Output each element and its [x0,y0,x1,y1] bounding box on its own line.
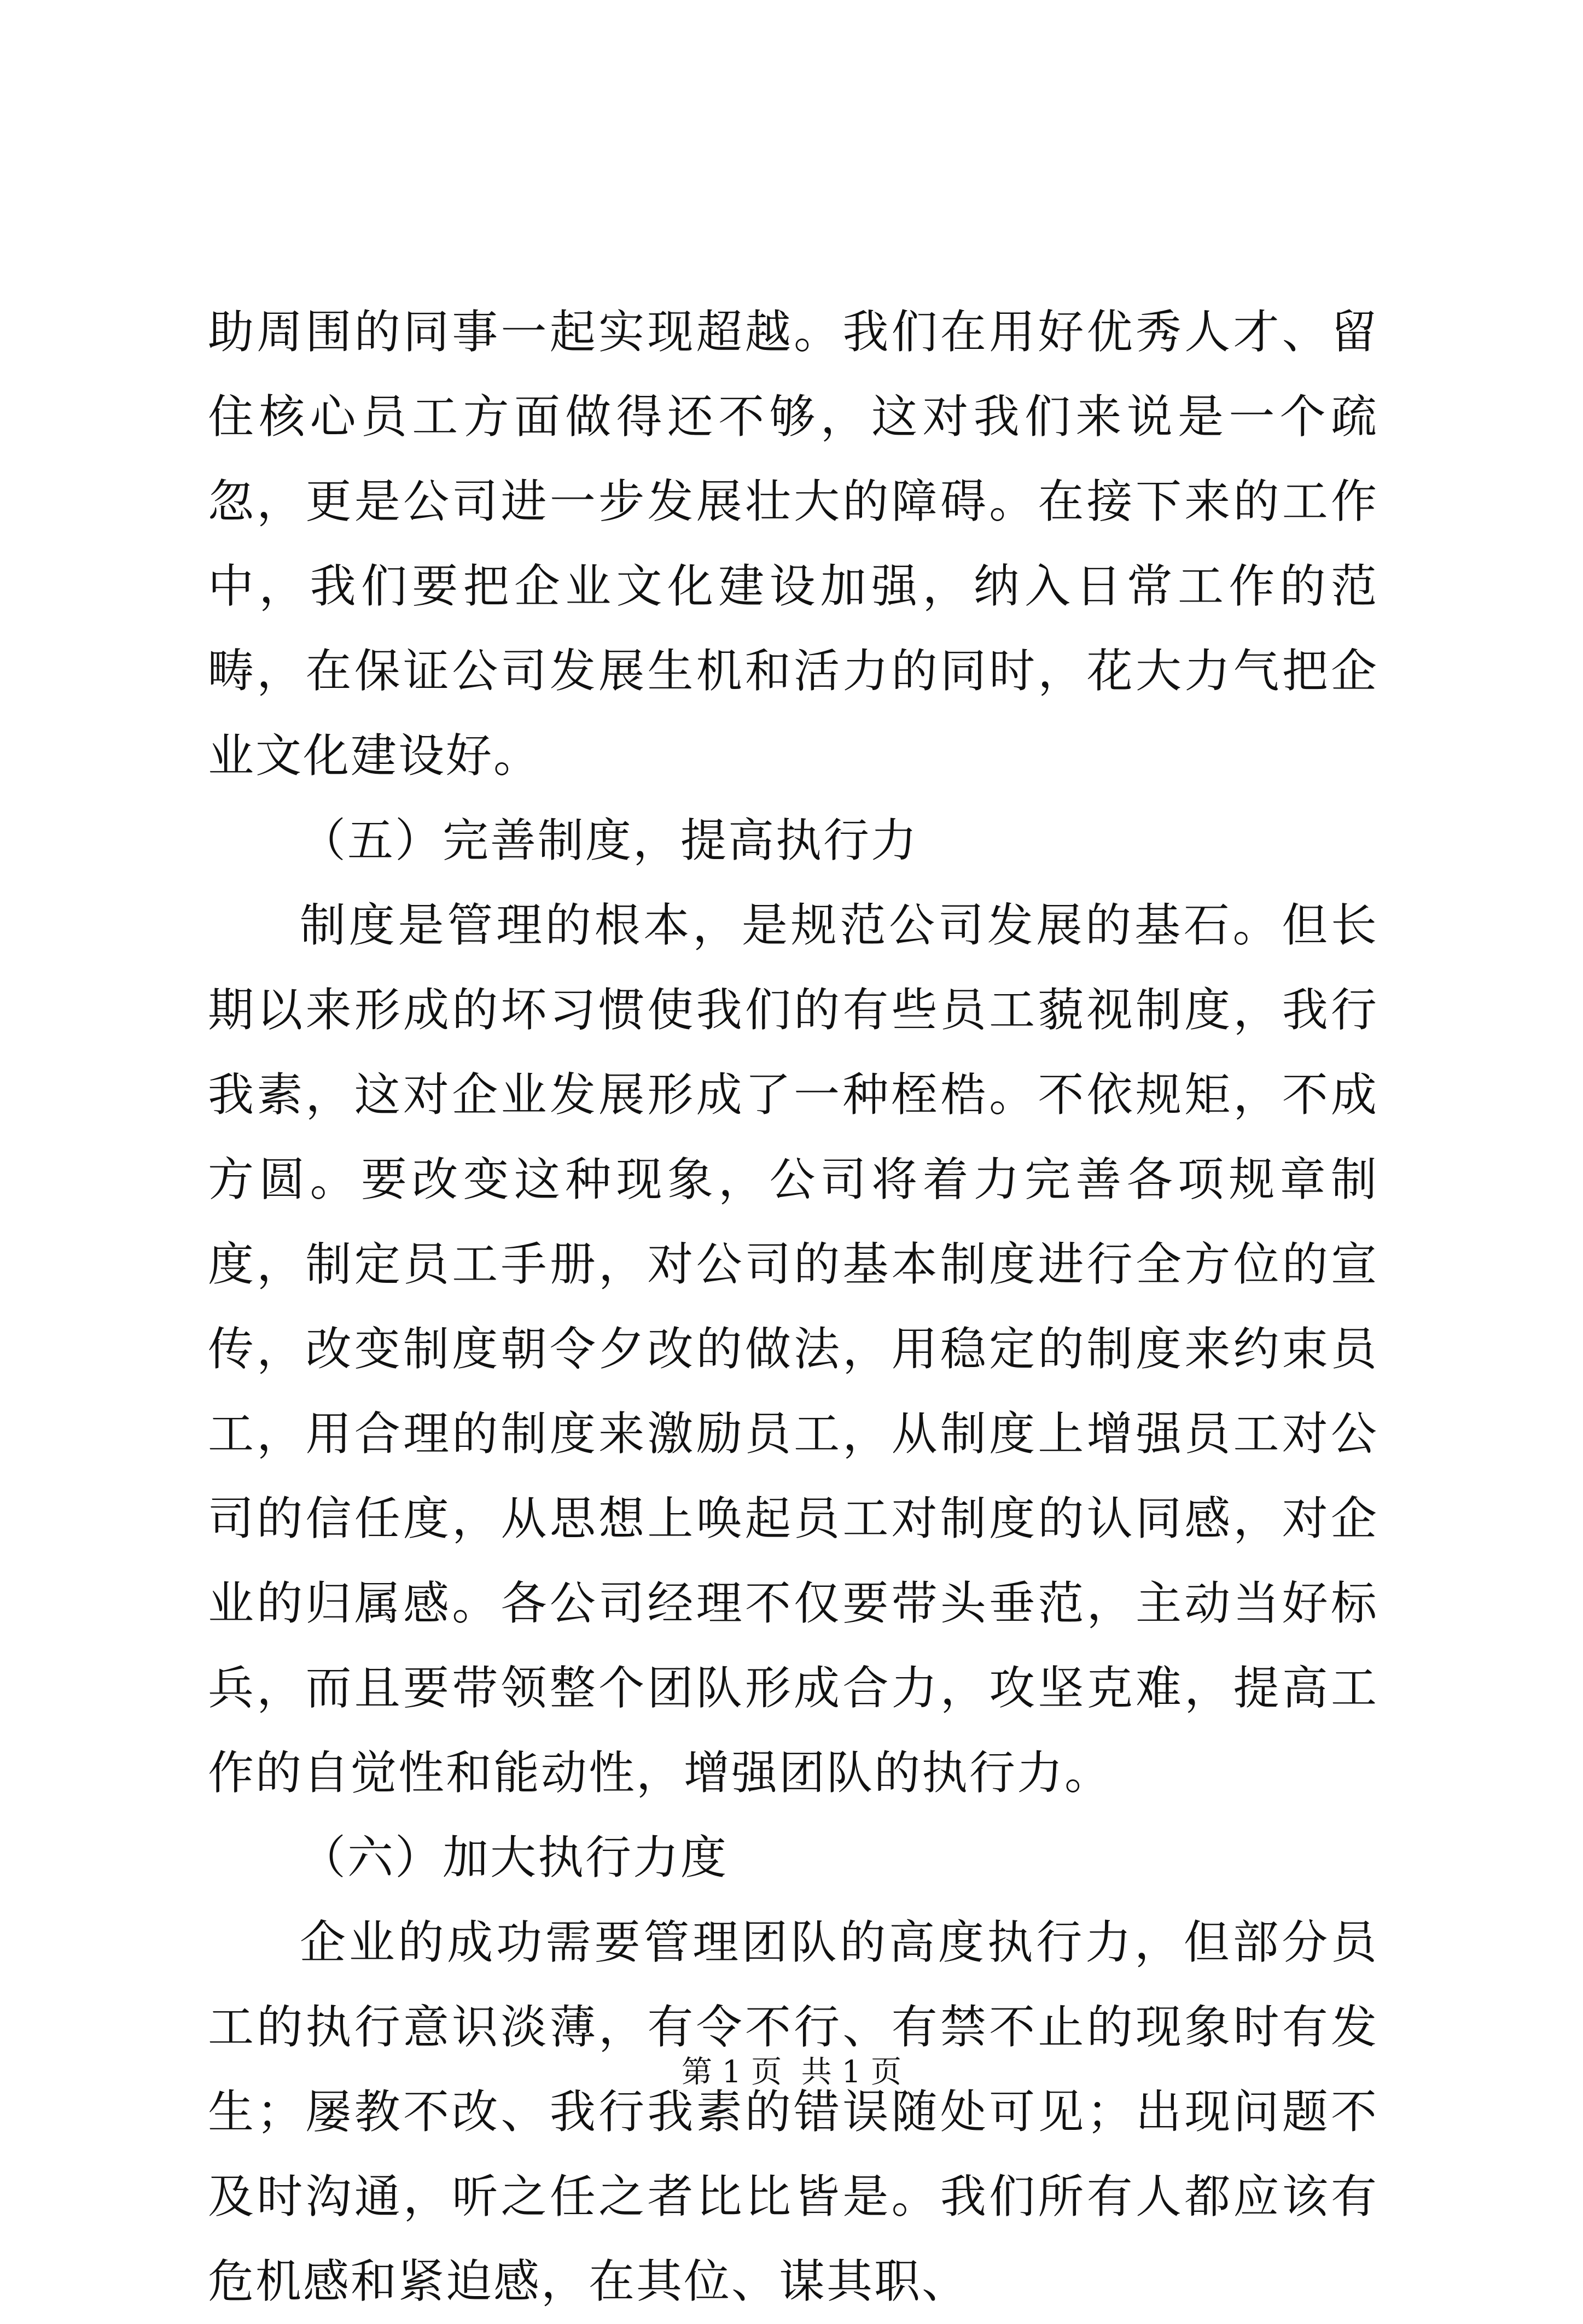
paragraph-body: 助周围的同事一起实现超越。我们在用好优秀人才、留住核心员工方面做得还不够，这对我们来说是一个疏忽，更是公司进一步发展壮大的障碍。在接下来的工作中，我们要把企业文化建设加强，纳入日常工作的范畴，在保证公司发展生机和活力的同时，花大力气把企业文化建设好。 [208,305,1378,783]
paragraph-body: 企业的成功需要管理团队的高度执行力，但部分员工的执行意识淡薄，有令不行、有禁不止的现象时有发生；屡教不改、我行我素的错误随处可见；出现问题不及时沟通，听之任之者比比皆是。我们所有人都应该有危机感和紧迫感，在其位、谋其职、 [208,1916,1378,2308]
section-heading-five: （五）完善制度，提高执行力 [300,814,919,867]
page-footer [0,2053,1583,2092]
document-body [208,290,1378,2324]
section-heading-six: （六）加大执行力度 [300,1831,729,1884]
page-number-label: 第 1 页 共 1 页 [681,2054,902,2090]
paragraph-body: 制度是管理的根本，是规范公司发展的基石。但长期以来形成的坏习惯使我们的有些员工藐视制度，我行我素，这对企业发展形成了一种桎梏。不依规矩，不成方圆。要改变这种现象，公司将着力完善各项规章制度，制定员工手册，对公司的基本制度进行全方位的宣传，改变制度朝令夕改的做法，用稳定的制度来约束员工，用合理的制度来激励员工，从制度上增强员工对公司的信任度，从思想上唤起员工对制度的认同感，对企业的归属感。各公司经理不仅要带头垂范，主动当好标兵，而且要带领整个团队形成合力，攻坚克难，提高工作的自觉性和能动性，增强团队的执行力。 [208,898,1378,1800]
